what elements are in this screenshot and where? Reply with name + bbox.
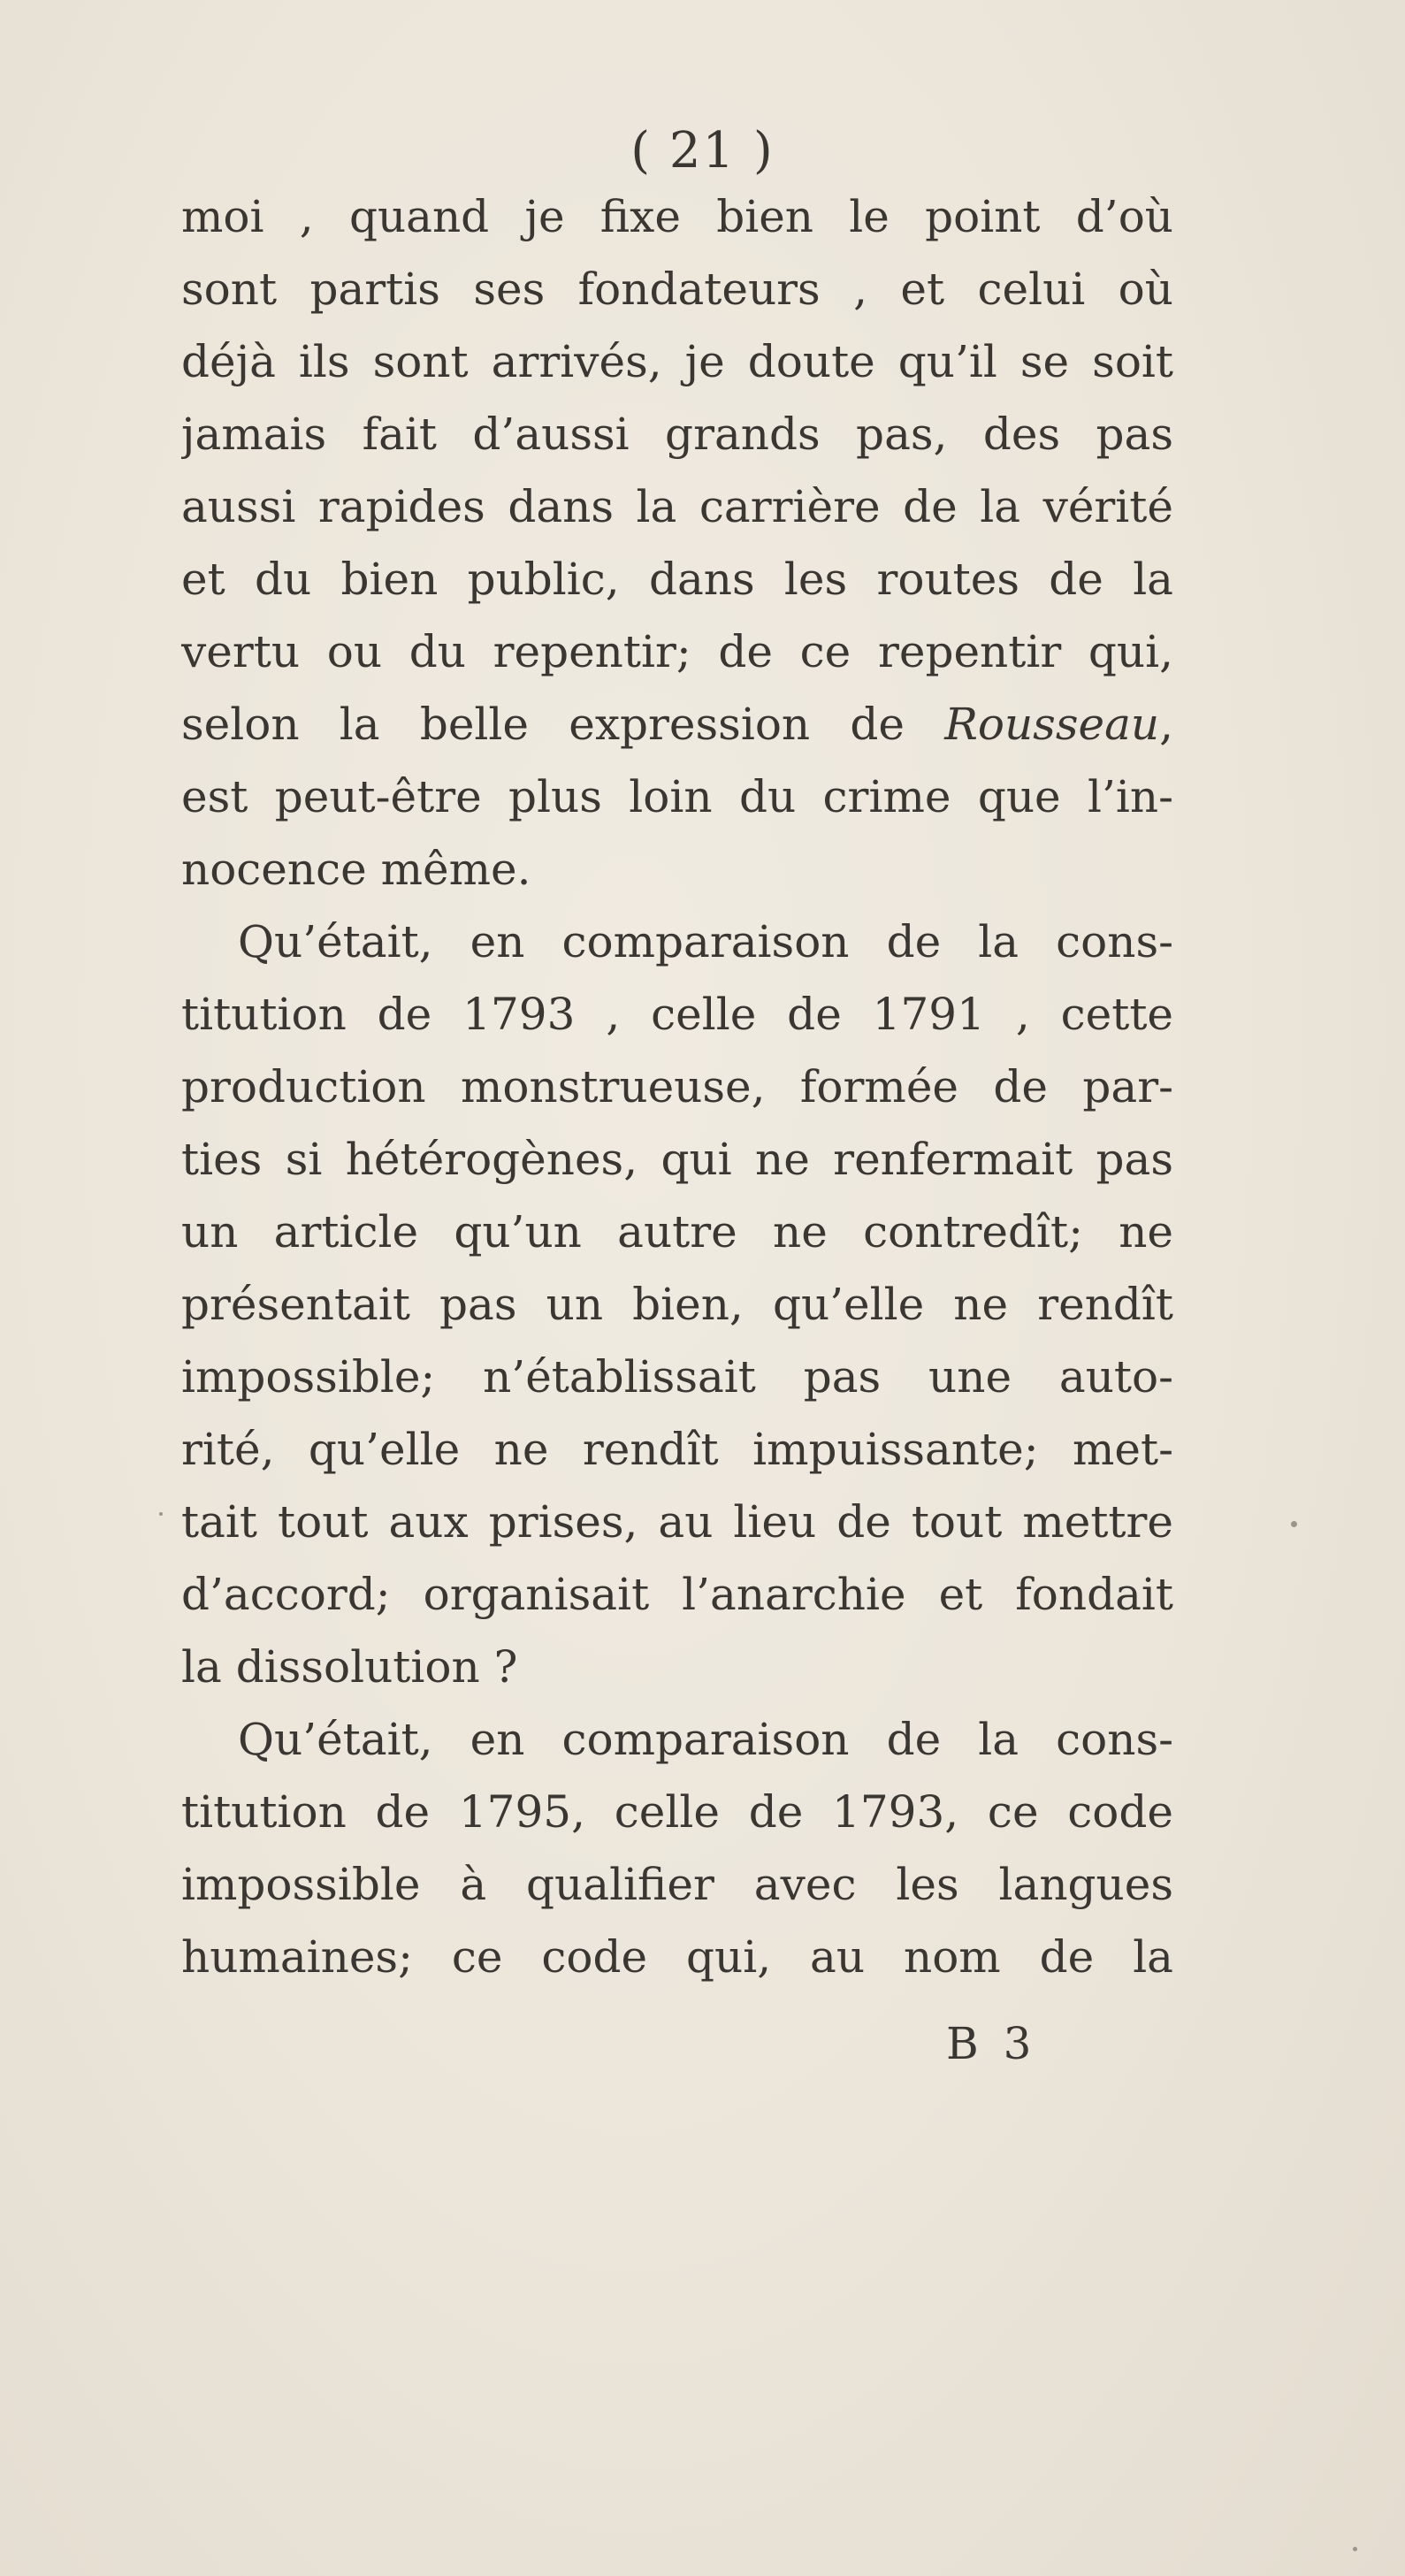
text-line: ties si hétérogènes, qui ne renfermait pas bbox=[181, 1134, 1173, 1185]
text-line: titution de 1793 , celle de 1791 , cette bbox=[181, 989, 1173, 1040]
text-line: un article qu’un autre ne contredît; ne bbox=[181, 1206, 1173, 1257]
paper-speck bbox=[1291, 1521, 1297, 1527]
paragraph-start-line: Qu’était, en comparaison de la cons- bbox=[238, 916, 1173, 967]
text-line: d’accord; organisait l’anarchie et fondait bbox=[181, 1569, 1173, 1620]
text-line: impossible à qualifier avec les langues bbox=[181, 1859, 1173, 1910]
text-line: jamais fait d’aussi grands pas, des pas bbox=[181, 409, 1173, 460]
paper-speck bbox=[1353, 2547, 1357, 2551]
paragraph-start-line: Qu’était, en comparaison de la cons- bbox=[238, 1714, 1173, 1765]
text-line: impossible; n’établissait pas une auto- bbox=[181, 1351, 1173, 1403]
italic-name-rousseau: Rousseau bbox=[944, 699, 1160, 750]
text-line: rité, qu’elle ne rendît impuissante; met- bbox=[181, 1424, 1173, 1475]
text-line: humaines; ce code qui, au nom de la bbox=[181, 1931, 1173, 1983]
signature-mark: B 3 bbox=[946, 2018, 1037, 2069]
text-line: production monstrueuse, formée de par- bbox=[181, 1061, 1173, 1112]
text-line: nocence même. bbox=[181, 844, 531, 895]
text-line: présentait pas un bien, qu’elle ne rendît bbox=[181, 1279, 1173, 1330]
text-line: la dissolution ? bbox=[181, 1641, 518, 1693]
text-line: et du bien public, dans les routes de la bbox=[181, 554, 1173, 605]
text-line-with-italic bbox=[181, 688, 1173, 761]
line-segment: , bbox=[1159, 699, 1173, 750]
page-number-header: ( 21 ) bbox=[630, 122, 775, 180]
text-line: titution de 1795, celle de 1793, ce code bbox=[181, 1786, 1173, 1838]
text-line: sont partis ses fondateurs , et celui où bbox=[181, 264, 1173, 315]
text-line: déjà ils sont arrivés, je doute qu’il se soit bbox=[181, 336, 1173, 387]
text-line: tait tout aux prises, au lieu de tout mettre bbox=[181, 1496, 1173, 1548]
text-line: aussi rapides dans la carrière de la vérité bbox=[181, 481, 1173, 532]
text-line: est peut-être plus loin du crime que l’in- bbox=[181, 771, 1173, 822]
line-segment: selon la belle expression de bbox=[181, 699, 945, 750]
paper-speck bbox=[159, 1512, 163, 1516]
text-line: vertu ou du repentir; de ce repentir qui, bbox=[181, 626, 1173, 677]
body-text bbox=[181, 180, 1173, 1993]
text-line: moi , quand je fixe bien le point d’où bbox=[181, 191, 1173, 242]
